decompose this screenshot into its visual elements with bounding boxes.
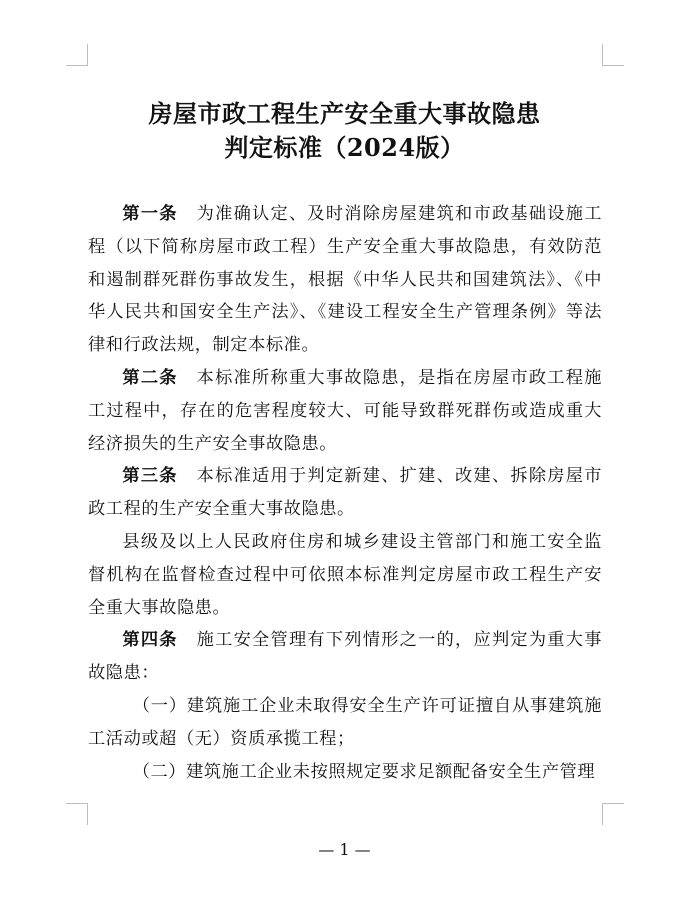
document-body <box>88 198 602 788</box>
article-text: 施工安全管理有下列情形之一的，应判定为重大事故隐患： <box>88 630 602 684</box>
page-number: — 1 — <box>318 840 371 859</box>
article-1 <box>88 198 602 362</box>
crop-mark-bottom-left <box>66 803 88 825</box>
article-text: 本标准适用于判定新建、扩建、改建、拆除房屋市政工程的生产安全重大事故隐患。 <box>88 466 602 520</box>
crop-mark-top-left <box>66 44 88 66</box>
crop-mark-top-right <box>602 44 624 66</box>
article-heading: 第二条 <box>122 367 178 388</box>
article-4 <box>88 624 602 690</box>
article-text: 为准确认定、及时消除房屋建筑和市政基础设施工程（以下简称房屋市政工程）生产安全重大事故隐患，有效防范和遏制群死群伤事故发生，根据《中华人民共和国建筑法》、《中华人民共和国安全生产法》、《建设工程安全生产管理条例》等法律和行政法规，制定本标准。 <box>88 204 602 356</box>
article-3-paragraph-2 <box>88 526 602 624</box>
article-4-item-1 <box>88 690 602 756</box>
article-3 <box>88 460 602 526</box>
crop-mark-bottom-right <box>602 803 624 825</box>
paragraph-text: 县级及以上人民政府住房和城乡建设主管部门和施工安全监督机构在监督检查过程中可依照本标准判定房屋市政工程生产安全重大事故隐患。 <box>88 531 602 618</box>
article-text: 本标准所称重大事故隐患，是指在房屋市政工程施工过程中，存在的危害程度较大、可能导致群死群伤或造成重大经济损失的生产安全事故隐患。 <box>88 367 602 454</box>
article-heading: 第一条 <box>122 204 178 224</box>
article-heading: 第三条 <box>122 466 178 487</box>
list-item-text: （一）建筑施工企业未取得安全生产许可证擅自从事建筑施工活动或超（无）资质承揽工程； <box>88 695 602 749</box>
article-heading: 第四条 <box>122 630 178 651</box>
article-2 <box>88 362 602 460</box>
document-title-line-1: 房屋市政工程生产安全重大事故隐患 <box>148 99 541 128</box>
article-4-item-2 <box>88 756 602 789</box>
document-title-line-2: 判定标准（2024版） <box>224 133 465 162</box>
list-item-text: （二）建筑施工企业未按照规定要求足额配备安全生产管理 <box>132 761 596 782</box>
